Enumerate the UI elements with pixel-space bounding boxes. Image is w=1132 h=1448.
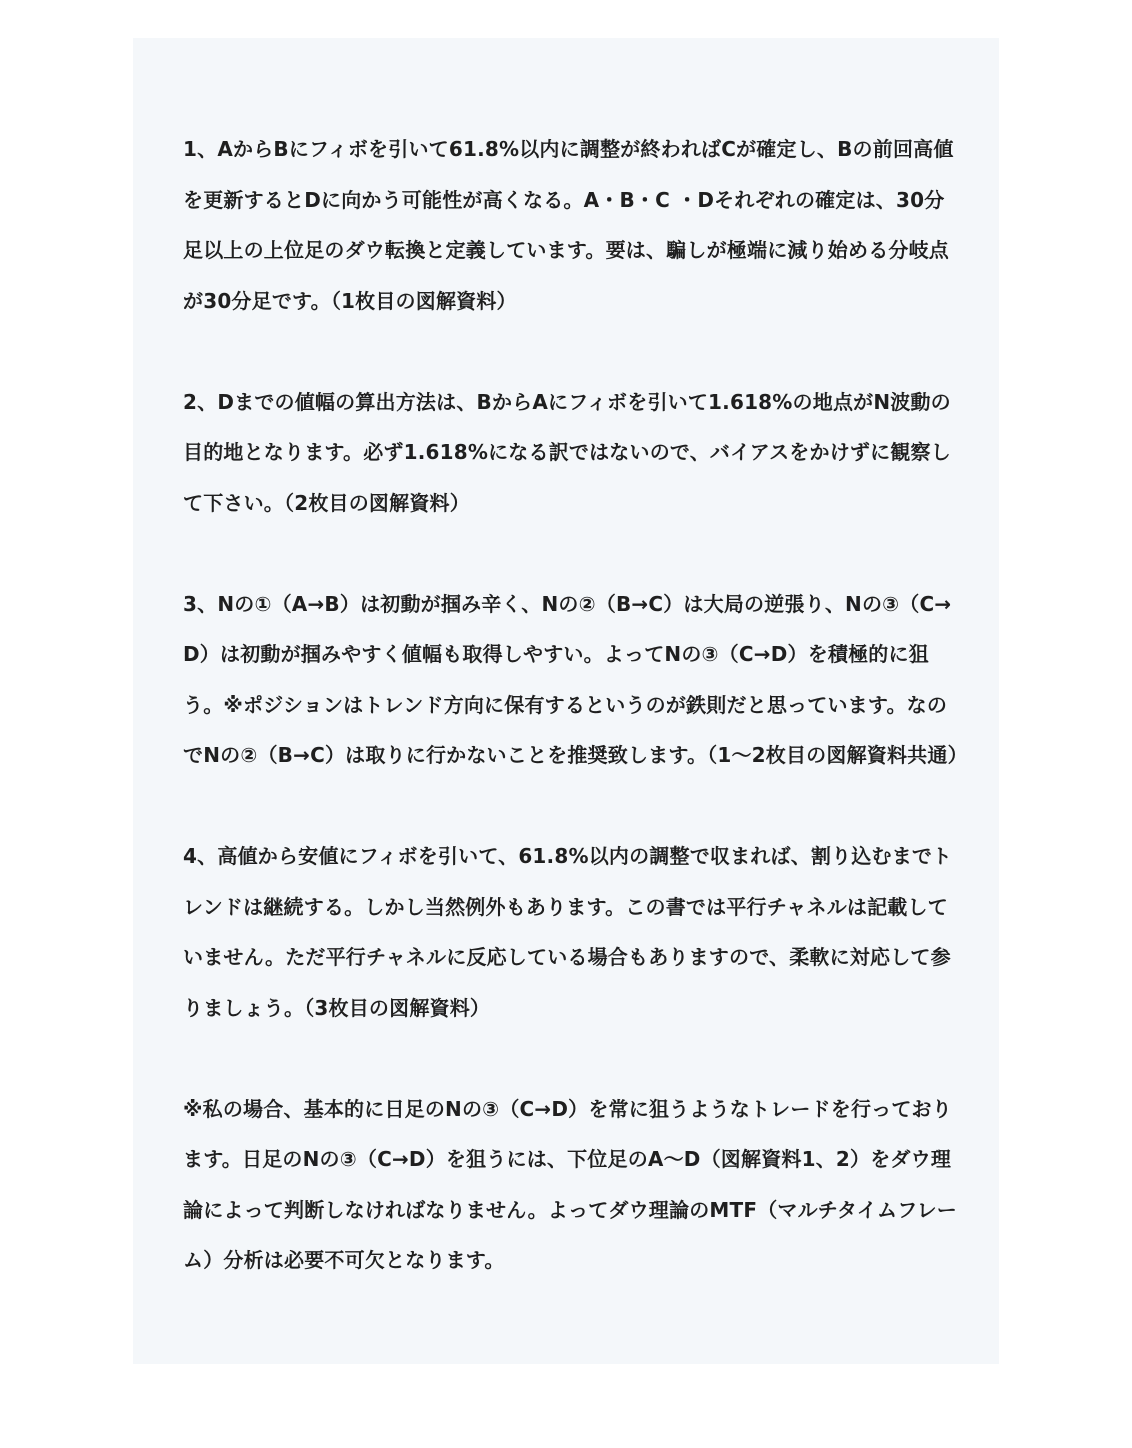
document-body	[183, 124, 968, 1286]
paragraph-1: 1、AからBにフィボを引いて61.8%以内に調整が終わればCが確定し、Bの前回高値を更新するとDに向かう可能性が高くなる。A・B・C ・Dそれぞれの確定は、30分足以上の上位足のダウ転換と定義しています。要は、騙しが極端に減り始める分岐点が30分足です。（1枚目の図解資料）	[183, 137, 954, 313]
document-card	[133, 38, 999, 1364]
paragraph-4: 4、高値から安値にフィボを引いて、61.8%以内の調整で収まれば、割り込むまでトレンドは継続する。しかし当然例外もあります。この書では平行チャネルは記載していません。ただ平行チャネルに反応している場合もありますので、柔軟に対応して参りましょう。（3枚目の図解資料）	[183, 844, 952, 1020]
paragraph-2: 2、Dまでの値幅の算出方法は、BからAにフィボを引いて1.618%の地点がN波動の目的地となります。必ず1.618%になる訳ではないので、バイアスをかけずに観察して下さい。（2枚目の図解資料）	[183, 389, 951, 515]
paragraph-3: 3、Nの①（A→B）は初動が掴み辛く、Nの②（B→C）は大局の逆張り、Nの③（C→D）は初動が掴みやすく値幅も取得しやすい。よってNの③（C→D）を積極的に狙う。※ポジションはトレンド方向に保有するというのが鉄則だと思っています。なのでNの②（B→C）は取りに行かないことを推奨致します。（1〜2枚目の図解資料共通）	[183, 591, 968, 767]
paragraph-note: ※私の場合、基本的に日足のNの③（C→D）を常に狙うようなトレードを行っております。日足のNの③（C→D）を狙うには、下位足のA〜D（図解資料1、2）をダウ理論によって判断しなければなりません。よってダウ理論のMTF（マルチタイムフレーム）分析は必要不可欠となります。	[183, 1096, 958, 1272]
